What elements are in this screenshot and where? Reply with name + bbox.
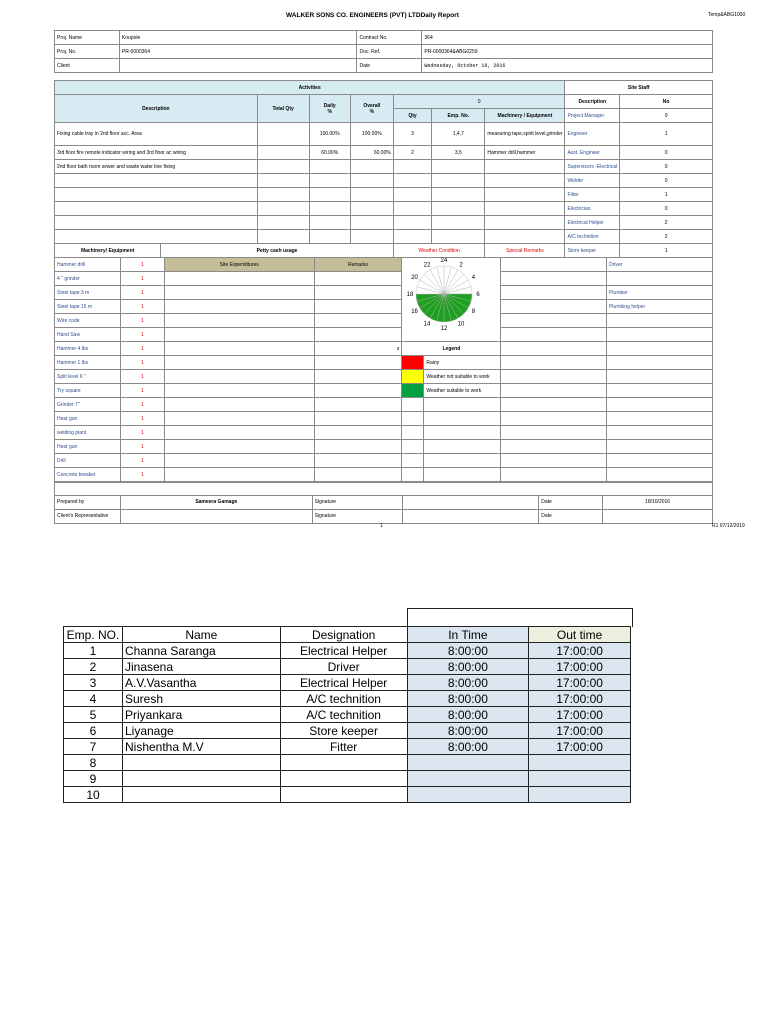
emp-designation: Store keeper [280, 723, 407, 739]
staff-desc: Fitter [565, 188, 620, 202]
weather-clock [400, 252, 490, 332]
signature-label: Signature [312, 495, 402, 509]
date-value: Wednesday, October 19, 2016 [422, 59, 713, 73]
staff-desc: Welder [565, 174, 620, 188]
machinery-item-qty: 1 [120, 398, 164, 412]
date-label: Date [539, 495, 603, 509]
emp-no: 1 [64, 643, 123, 659]
emp-out-time: 17:00:00 [529, 691, 631, 707]
emp-designation: A/C technition [280, 691, 407, 707]
col-emp-no: Emp. No. [432, 109, 485, 123]
emp-name: Liyanage [122, 723, 280, 739]
emp-out-time: 17:00:00 [529, 675, 631, 691]
footer-table [54, 482, 713, 524]
emp-out-time: 17:00:00 [529, 643, 631, 659]
contract-no-label: Contract No. [357, 31, 422, 45]
emp-out-time: 17:00:00 [529, 659, 631, 675]
legend-label: Rainy [424, 356, 501, 370]
clock-label: 20 [411, 275, 418, 281]
emp-no: 4 [64, 691, 123, 707]
clock-label: 2 [459, 262, 463, 269]
col-qty: Qty [393, 109, 431, 123]
staff-desc: Plumber [607, 286, 713, 300]
emp-designation [280, 755, 407, 771]
legend-title: Legend [402, 342, 501, 356]
report-title: WALKER SONS CO. ENGINEERS (PVT) LTDDaily Report [286, 12, 459, 19]
special-remarks: Special Remarks [485, 244, 565, 258]
doc-ref: PR-0000364&ABG0259 [422, 45, 713, 59]
attendance-row [64, 707, 631, 723]
attendance-row [64, 723, 631, 739]
emp-in-time [407, 787, 529, 803]
staff-no: 1 [620, 244, 713, 258]
machinery-item-name: Heat gun [55, 440, 121, 454]
group-value: 0 [393, 95, 565, 109]
proj-name-label: Proj. Name [55, 31, 120, 45]
date-label: Date [539, 509, 603, 523]
page-number: 1 [380, 523, 383, 529]
attendance-row [64, 739, 631, 755]
machinery-item-qty: 1 [120, 454, 164, 468]
clock-label: 4 [471, 275, 476, 281]
col-machinery: Machinery / Equipment [485, 109, 565, 123]
activities-title: Activities [55, 81, 565, 95]
clock-label: 14 [423, 321, 431, 328]
machinery-item-qty: 1 [120, 370, 164, 384]
attendance-col-name: Name [122, 627, 280, 643]
proj-name: Koupole [119, 31, 357, 45]
weather-title: Weather Condition [393, 244, 485, 258]
emp-designation: Driver [280, 659, 407, 675]
machinery-item-qty: 1 [120, 426, 164, 440]
date-label: Date [357, 59, 422, 73]
emp-designation: Electrical Helper [280, 675, 407, 691]
signature-label: Signature [312, 509, 402, 523]
clock-label: 8 [471, 309, 476, 315]
machinery-title: Machinery/ Equipment [55, 244, 161, 258]
attendance-row [64, 771, 631, 787]
emp-name [122, 755, 280, 771]
emp-in-time: 8:00:00 [407, 659, 529, 675]
col-overall: Overall % [350, 95, 393, 123]
emp-designation [280, 771, 407, 787]
staff-no: 2 [620, 216, 713, 230]
clock-label: 6 [476, 292, 480, 298]
attendance-row [64, 675, 631, 691]
machinery-item-name: Drill [55, 454, 121, 468]
staff-desc: Electrical Helper [565, 216, 620, 230]
activity-machinery: Hammer drill,hammer [485, 146, 565, 160]
staff-col-description: Description [565, 95, 620, 109]
info-table [54, 30, 713, 73]
emp-no: 10 [64, 787, 123, 803]
machinery-item-qty: 1 [120, 328, 164, 342]
staff-desc: Driver [607, 258, 713, 272]
legend-label: Weather not suitable to work [424, 370, 501, 384]
prepared-by: Sameera Gamage [120, 495, 312, 509]
emp-name [122, 771, 280, 787]
main-grid [54, 80, 713, 524]
machinery-item-name: Try square [55, 384, 121, 398]
staff-no: 0 [620, 109, 713, 123]
emp-no: 9 [64, 771, 123, 787]
legend-swatch [402, 370, 424, 384]
attendance-col-emp-no: Emp. NO. [64, 627, 123, 643]
staff-desc: A/C technition [565, 230, 620, 244]
col-total-qty: Total Qty [257, 95, 309, 123]
clock-label: 16 [411, 309, 418, 315]
attendance-row [64, 643, 631, 659]
emp-in-time: 8:00:00 [407, 643, 529, 659]
activity-overall: 100.00% [350, 123, 393, 146]
machinery-item-name: Steel tape 3 m [55, 286, 121, 300]
staff-no: 0 [620, 146, 713, 160]
clock-label: 18 [406, 292, 414, 298]
proj-no: PR-0000364 [119, 45, 357, 59]
template-ref: Temp&ABG1000 [708, 12, 746, 18]
staff-no: 2 [620, 230, 713, 244]
emp-no: 5 [64, 707, 123, 723]
emp-name: Priyankara [122, 707, 280, 723]
emp-no: 3 [64, 675, 123, 691]
emp-out-time: 17:00:00 [529, 739, 631, 755]
emp-no: 2 [64, 659, 123, 675]
machinery-item-name: welding plant [55, 426, 121, 440]
attendance-col-designation: Designation [280, 627, 407, 643]
activity-machinery: measuring tape,spirit level,grinder [485, 123, 565, 146]
attendance-top-box [407, 608, 633, 627]
attendance-col-in-time: In Time [407, 627, 529, 643]
petty-cash-title: Petty cash usage [161, 244, 394, 258]
machinery-item-name: Hammer 1 lbs [55, 356, 121, 370]
emp-designation: Electrical Helper [280, 643, 407, 659]
emp-name [122, 787, 280, 803]
proj-no-label: Proj. No. [55, 45, 120, 59]
remarks-header: Remarks [314, 258, 402, 272]
doc-ref-label: Doc. Ref. [357, 45, 422, 59]
clock-wedges [416, 266, 472, 322]
activity-total-qty [257, 146, 309, 160]
site-staff-title: Site Staff [565, 81, 713, 95]
attendance-col-out-time: Out time [529, 627, 631, 643]
machinery-item-name: Heat gun [55, 412, 121, 426]
emp-no: 8 [64, 755, 123, 771]
machinery-item-qty: 1 [120, 440, 164, 454]
activity-daily: 100.00% [309, 123, 350, 146]
staff-no: 0 [620, 160, 713, 174]
emp-designation: Fitter [280, 739, 407, 755]
emp-no: 7 [64, 739, 123, 755]
client-label: Client [55, 59, 120, 73]
emp-out-time [529, 771, 631, 787]
machinery-item-qty: 1 [120, 314, 164, 328]
machinery-item-name: Hammer drill [55, 258, 121, 272]
staff-col-no: No [620, 95, 713, 109]
client [119, 59, 357, 73]
contract-no: 364 [422, 31, 713, 45]
staff-no: 1 [620, 188, 713, 202]
attendance-row [64, 691, 631, 707]
attendance-row [64, 659, 631, 675]
activity-description: 2nd floor bath room sewer and waste water line fixing [55, 160, 258, 174]
staff-no: 0 [620, 174, 713, 188]
emp-in-time: 8:00:00 [407, 739, 529, 755]
staff-desc [607, 272, 713, 286]
lower-table [54, 257, 713, 482]
machinery-item-qty: 1 [120, 356, 164, 370]
machinery-item-qty: 1 [120, 412, 164, 426]
staff-desc: Engineer [565, 123, 620, 146]
prepared-by-label: Prepared by [55, 495, 121, 509]
activity-qty: 3 [393, 123, 431, 146]
emp-out-time: 17:00:00 [529, 723, 631, 739]
staff-desc: Project Manager [565, 109, 620, 123]
emp-name: Channa Saranga [122, 643, 280, 659]
petty-cash-stray: s [314, 342, 402, 356]
clock-label: 22 [423, 262, 431, 269]
machinery-item-qty: 1 [120, 272, 164, 286]
emp-in-time [407, 755, 529, 771]
machinery-item-name: Wire code [55, 314, 121, 328]
activity-qty: 2 [393, 146, 431, 160]
emp-in-time: 8:00:00 [407, 723, 529, 739]
emp-designation: A/C technition [280, 707, 407, 723]
emp-in-time: 8:00:00 [407, 707, 529, 723]
machinery-item-name: Concrete breaket [55, 468, 121, 482]
client-rep-label: Client's Representative [55, 509, 121, 523]
staff-no: 0 [620, 202, 713, 216]
machinery-item-qty: 1 [120, 468, 164, 482]
prepared-date: 18/10/2016 [603, 495, 713, 509]
emp-designation [280, 787, 407, 803]
attendance-table [63, 626, 631, 803]
machinery-item-qty: 1 [120, 286, 164, 300]
emp-name: Suresh [122, 691, 280, 707]
activity-description: Fixing cable tray in 2nd floor acc. Area [55, 123, 258, 146]
attendance-row [64, 787, 631, 803]
clock-label: 12 [440, 326, 448, 332]
staff-desc: Supervisors -Electrical [565, 160, 620, 174]
activity-description: 3rd floor fire remote indicator wiring and 3rd floor ac wiring [55, 146, 258, 160]
legend-label: Weather suitable to work [424, 384, 501, 398]
emp-in-time: 8:00:00 [407, 691, 529, 707]
machinery-item-name: Steel tape 15 m [55, 300, 121, 314]
emp-out-time [529, 787, 631, 803]
legend-swatch [402, 356, 424, 370]
machinery-item-qty: 1 [120, 300, 164, 314]
machinery-item-name: Split level 6 " [55, 370, 121, 384]
emp-name: Nishentha M.V [122, 739, 280, 755]
emp-in-time: 8:00:00 [407, 675, 529, 691]
machinery-item-name: Hand Saw [55, 328, 121, 342]
col-daily: Daily % [309, 95, 350, 123]
activity-overall: 60.00% [350, 146, 393, 160]
activity-emp-no: 3,5 [432, 146, 485, 160]
activity-total-qty [257, 123, 309, 146]
emp-out-time [529, 755, 631, 771]
revision: R1 07/12/2019 [712, 523, 745, 529]
machinery-item-name: Grinder 7" [55, 398, 121, 412]
machinery-item-name: 4 " grinder [55, 272, 121, 286]
emp-name: A.V.Vasantha [122, 675, 280, 691]
emp-in-time [407, 771, 529, 787]
staff-desc: Asst. Engineer [565, 146, 620, 160]
activity-daily: 60.00% [309, 146, 350, 160]
machinery-item-qty: 1 [120, 342, 164, 356]
col-description: Description [55, 95, 258, 123]
machinery-item-name: Hammer 4 lbs [55, 342, 121, 356]
machinery-item-qty: 1 [120, 384, 164, 398]
site-expenditures-header: Site Expenditures [164, 258, 314, 272]
staff-no: 1 [620, 123, 713, 146]
activities-table [54, 80, 713, 258]
emp-no: 6 [64, 723, 123, 739]
staff-desc: Store keeper [565, 244, 620, 258]
emp-name: Jinasena [122, 659, 280, 675]
machinery-item-qty: 1 [120, 258, 164, 272]
clock-label: 24 [440, 258, 448, 264]
attendance-row [64, 755, 631, 771]
staff-desc: Electrician [565, 202, 620, 216]
emp-out-time: 17:00:00 [529, 707, 631, 723]
staff-desc: Plumbing helper [607, 300, 713, 314]
legend-swatch [402, 384, 424, 398]
activity-emp-no: 1,4,7 [432, 123, 485, 146]
clock-label: 10 [457, 321, 465, 328]
